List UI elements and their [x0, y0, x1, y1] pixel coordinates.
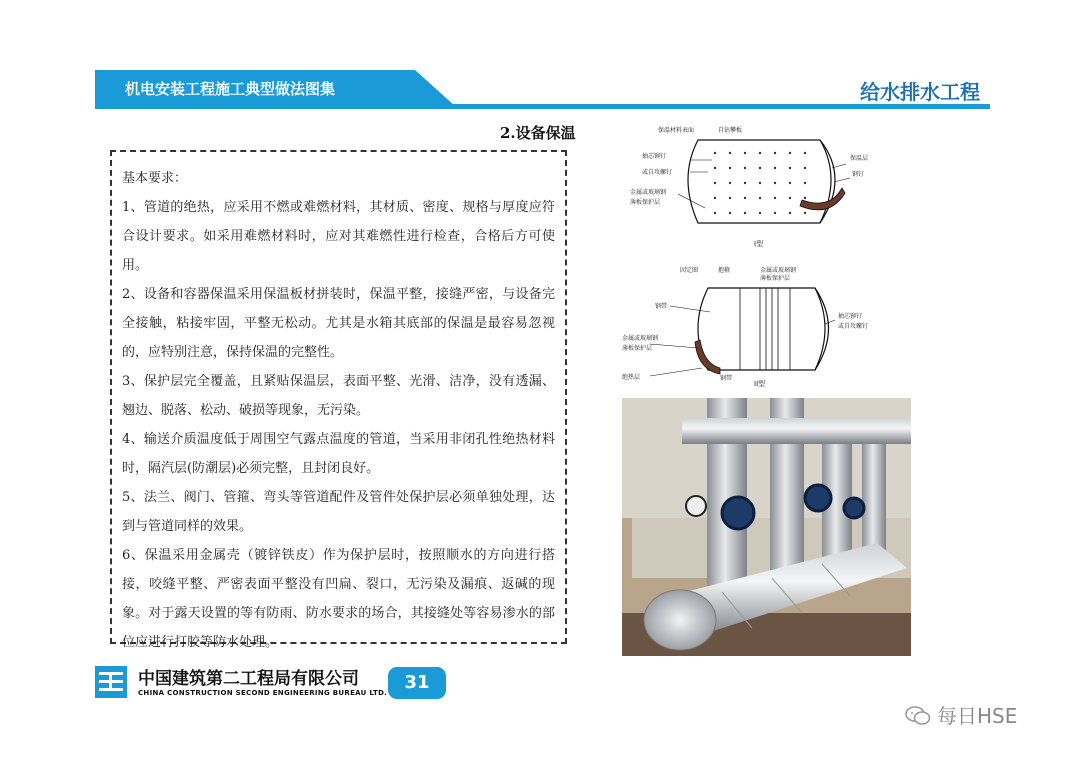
header-right-title: 给水排水工程: [860, 80, 980, 104]
diagram2-label: 金属或玻璃钢: [622, 335, 659, 342]
requirements-intro: 基本要求：: [122, 171, 188, 186]
diagram2-label: 抽芯铆钉: [838, 313, 863, 320]
diagram2-label: 固定圈: [680, 267, 699, 274]
diagram1-label: 保温层: [850, 155, 869, 162]
diagram1-label: 金属或玻璃钢: [630, 189, 667, 196]
requirement-item-3: 3、保护层完全覆盖，且紧贴保温层，表面平整、光滑、洁净，没有透漏、翘边、脱落、松动、破损等现象，无污染。: [122, 374, 555, 418]
requirement-item-5: 5、法兰、阀门、管箍、弯头等管道配件及管件处保护层必须单独处理，达到与管道同样的效果。: [122, 490, 555, 534]
requirement-item-2: 2、设备和容器保温采用保温板材拼装时，保温平整，接缝严密，与设备完全接触，粘接牢固，平整无松动。尤其是水箱其底部的保温是最容易忽视的，应特别注意，保持保温的完整性。: [122, 287, 555, 360]
diagram2-label: 钢带: [720, 375, 733, 382]
insulation-diagram-type-1: [620, 118, 900, 258]
diagram1-label: 薄板保护层: [630, 199, 661, 206]
diagram2-caption: II型: [754, 380, 766, 388]
diagram2-label: 抱箍: [718, 267, 731, 274]
diagram1-label: 抽芯铆钉: [642, 153, 667, 160]
diagram1-label: 自钻攀板: [718, 127, 743, 134]
watermark: [905, 700, 1017, 729]
diagram1-label: 钢钉: [852, 171, 865, 178]
requirements-box: [110, 150, 567, 650]
diagram2-label: 薄板保护层: [622, 345, 653, 352]
header-line: [95, 104, 990, 109]
diagram2-label: 绝热层: [622, 374, 641, 381]
diagram2-label: 或自攻螺钉: [838, 323, 869, 330]
requirement-item-4: 4、输送介质温度低于周围空气露点温度的管道，当采用非闭孔性绝热材料时，隔汽层(防潮层)必须完整，且封闭良好。: [122, 432, 555, 476]
diagram1-label: 保温材料表面: [658, 127, 695, 134]
diagram2-label: 钢带: [655, 303, 668, 310]
company-name-cn: 中国建筑第二工程局有限公司: [138, 669, 359, 689]
watermark-text: 每日HSE: [937, 704, 1018, 728]
company-logo-icon: [95, 666, 127, 698]
header-left-title: 机电安装工程施工典型做法图集: [125, 80, 336, 98]
diagram1-caption: I型: [754, 240, 764, 248]
diagram2-label: 金属或玻璃钢: [760, 267, 797, 274]
wechat-icon: [905, 705, 931, 727]
company-name-en: CHINA CONSTRUCTION SECOND ENGINEERING BUREAU LTD.: [138, 689, 388, 697]
insulation-diagram-type-2: [620, 262, 900, 392]
section-title: 2.设备保温: [500, 124, 576, 142]
requirement-item-1: 1、管道的绝热，应采用不燃或难燃材料，其材质、密度、规格与厚度应符合设计要求。如采用难燃材料时，应对其难燃性进行检查，合格后方可使用。: [122, 200, 555, 273]
page-number: 31: [388, 667, 446, 699]
insulated-pipes-photo: [622, 398, 911, 656]
header-bar: [95, 70, 990, 110]
diagram2-label: 薄板保护层: [760, 275, 791, 282]
requirement-item-6: 6、保温采用金属壳（镀锌铁皮）作为保护层时，按照顺水的方向进行搭接，咬缝平整、严密表面平整没有凹扁、裂口，无污染及漏痕、返碱的现象。对于露天设置的等有防雨、防水要求的场合，其接缝处等容易渗水的部位应进行打胶等防水处理。: [122, 548, 555, 650]
diagram1-label: 或自攻螺钉: [642, 169, 673, 176]
